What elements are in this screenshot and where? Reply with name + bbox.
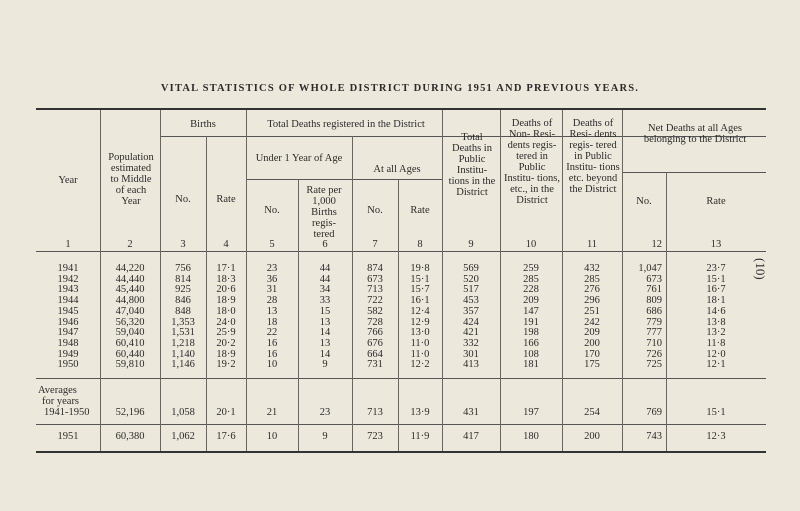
averages-cell: 13·9: [410, 407, 430, 418]
table-cell: 1950: [57, 359, 79, 371]
averages-label: 1941-1950: [44, 407, 90, 418]
averages-cell: 431: [463, 407, 479, 418]
table-cell: 251: [584, 305, 600, 317]
averages-label: for years: [42, 396, 80, 407]
table-cell: 22: [266, 327, 278, 339]
year-1951-cell: 743: [646, 431, 662, 442]
table-cell: 777: [646, 327, 662, 339]
table-cell: 191: [523, 316, 539, 328]
table-cell: 756: [175, 263, 191, 274]
table-cell: 44,440: [115, 273, 145, 285]
header-allages-rate: Rate: [410, 205, 430, 216]
table-top-rule: [36, 108, 766, 110]
year-1951-cell: 11·9: [410, 431, 430, 442]
table-cell: 209: [584, 327, 600, 339]
table-cell: 47,040: [115, 305, 145, 317]
header-net-rate: Rate: [706, 196, 726, 207]
table-cell: 198: [523, 327, 539, 339]
table-cell: 285: [584, 273, 600, 285]
table-cell: 17·1: [216, 263, 236, 274]
table-cell: 108: [523, 348, 539, 360]
table-cell: 453: [463, 295, 479, 307]
table-cell: 1,218: [171, 337, 195, 349]
header-births: Births: [190, 119, 216, 130]
page-title: VITAL STATISTICS OF WHOLE DISTRICT DURING 1951 AND PREVIOUS YEARS.: [160, 83, 640, 94]
header-under1-no: No.: [264, 205, 280, 216]
table-cell: 18·9: [216, 348, 236, 360]
table-cell: 569: [463, 263, 479, 274]
table-cell: 16: [266, 348, 278, 360]
table-cell: 10: [266, 359, 278, 371]
table-cell: 147: [523, 305, 539, 317]
table-cell: 1943: [57, 284, 79, 296]
column-number: 4: [223, 239, 229, 250]
header-births-rate: Rate: [216, 194, 236, 205]
table-cell: 13·0: [410, 327, 430, 339]
table-cell: 1947: [57, 327, 79, 339]
header-births-no: No.: [175, 194, 191, 205]
table-cell: 18·9: [216, 295, 236, 307]
table-cell: 814: [175, 273, 191, 285]
header-year: Year: [58, 175, 78, 186]
table-cell: 15·7: [410, 284, 430, 296]
table-cell: 34: [319, 284, 331, 296]
table-cell: 18: [266, 316, 278, 328]
averages-cell: 23: [319, 407, 331, 418]
table-cell: 1,353: [171, 316, 195, 328]
column-number: 3: [180, 239, 186, 250]
year-1951-cell: 17·6: [216, 431, 236, 442]
table-cell: 1,047: [638, 263, 662, 274]
table-cell: 413: [463, 359, 479, 371]
averages-cell: 1,058: [171, 407, 195, 418]
table-cell: 12·2: [410, 359, 430, 371]
table-cell: 332: [463, 337, 479, 349]
table-cell: 722: [367, 295, 383, 307]
table-cell: 209: [523, 295, 539, 307]
table-cell: 18·3: [216, 273, 236, 285]
header-nonresidents: Deaths of Non- Resi- dents regis- tered in Public Institu- tions, etc., in the District: [504, 118, 561, 206]
table-cell: 259: [523, 263, 539, 274]
table-cell: 13·2: [706, 327, 726, 339]
averages-cell: 52,196: [115, 407, 145, 418]
table-cell: 728: [367, 316, 383, 328]
table-cell: 1945: [57, 305, 79, 317]
table-cell: 15·1: [706, 273, 726, 285]
table-cell: 12·9: [410, 316, 430, 328]
table-cell: 23·7: [706, 263, 726, 274]
table-cell: 710: [646, 337, 662, 349]
table-cell: 18·0: [216, 305, 236, 317]
averages-cell: 197: [523, 407, 539, 418]
column-number: 11: [586, 239, 598, 250]
column-number: 6: [322, 239, 328, 250]
header-rule: [246, 179, 442, 180]
table-cell: 761: [646, 284, 662, 296]
header-total-public: Total Deaths in Public Institu- tions in the District: [448, 132, 496, 198]
table-cell: 228: [523, 284, 539, 296]
table-cell: 12·0: [706, 348, 726, 360]
table-cell: 60,410: [115, 337, 145, 349]
table-cell: 28: [266, 295, 278, 307]
header-population: Population estimated to Middle of each Year: [108, 152, 154, 207]
table-cell: 36: [266, 273, 278, 285]
year-1951-cell: 417: [463, 431, 479, 442]
column-number: 9: [468, 239, 474, 250]
table-cell: 242: [584, 316, 600, 328]
table-cell: 175: [584, 359, 600, 371]
column-number: 7: [372, 239, 378, 250]
header-residents: Deaths of Resi- dents regis- tered in Public Institu- tions etc. beyond the District: [566, 118, 620, 195]
table-cell: 421: [463, 327, 479, 339]
table-cell: 276: [584, 284, 600, 296]
header-net-deaths: Net Deaths at all Ages belonging to the District: [643, 123, 747, 145]
table-cell: 19·2: [216, 359, 236, 371]
table-cell: 13: [266, 305, 278, 317]
table-cell: 33: [319, 295, 331, 307]
header-all-ages: At all Ages: [373, 164, 421, 175]
table-cell: 1,140: [171, 348, 195, 360]
table-cell: 1949: [57, 348, 79, 360]
table-cell: 1948: [57, 337, 79, 349]
header-rule: [622, 172, 766, 173]
table-cell: 424: [463, 316, 479, 328]
year-1951-cell: 200: [584, 431, 600, 442]
table-cell: 1942: [57, 273, 79, 285]
table-cell: 12·4: [410, 305, 430, 317]
table-cell: 20·6: [216, 284, 236, 296]
table-cell: 1944: [57, 295, 79, 307]
table-cell: 846: [175, 295, 191, 307]
table-cell: 11·8: [706, 337, 726, 349]
averages-cell: 254: [584, 407, 600, 418]
year-1951-cell: 180: [523, 431, 539, 442]
table-cell: 582: [367, 305, 383, 317]
page-number: (10): [753, 258, 768, 280]
averages-cell: 15·1: [706, 407, 726, 418]
table-cell: 809: [646, 295, 662, 307]
table-cell: 11·0: [410, 337, 430, 349]
table-cell: 20·2: [216, 337, 236, 349]
table-cell: 181: [523, 359, 539, 371]
table-cell: 1,146: [171, 359, 195, 371]
table-cell: 686: [646, 305, 662, 317]
table-cell: 31: [266, 284, 278, 296]
table-cell: 25·9: [216, 327, 236, 339]
table-cell: 848: [175, 305, 191, 317]
table-cell: 44: [319, 263, 331, 274]
table-cell: 285: [523, 273, 539, 285]
table-cell: 925: [175, 284, 191, 296]
year-1951-cell: 12·3: [706, 431, 726, 442]
column-number: 2: [127, 239, 133, 250]
table-cell: 517: [463, 284, 479, 296]
year-1951-cell: 10: [266, 431, 278, 442]
table-cell: 15: [319, 305, 331, 317]
table-cell: 16: [266, 337, 278, 349]
table-cell: 23: [266, 263, 278, 274]
header-rate-per-1000: Rate per 1,000 Births regis- tered: [306, 185, 342, 240]
table-cell: 14: [319, 327, 331, 339]
table-cell: 779: [646, 316, 662, 328]
table-cell: 45,440: [115, 284, 145, 296]
averages-cell: 21: [266, 407, 278, 418]
column-number: 8: [417, 239, 423, 250]
column-number: 13: [710, 239, 722, 250]
averages-cell: 769: [646, 407, 662, 418]
table-cell: 9: [322, 359, 328, 371]
table-cell: 16·7: [706, 284, 726, 296]
table-cell: 731: [367, 359, 383, 371]
table-cell: 673: [646, 273, 662, 285]
table-cell: 673: [367, 273, 383, 285]
header-allages-no: No.: [367, 205, 383, 216]
table-cell: 44,220: [115, 263, 145, 274]
table-cell: 13: [319, 337, 331, 349]
table-cell: 1,531: [171, 327, 195, 339]
table-cell: 18·1: [706, 295, 726, 307]
table-cell: 170: [584, 348, 600, 360]
column-number: 1: [65, 239, 71, 250]
table-cell: 726: [646, 348, 662, 360]
row-rule: [36, 378, 766, 379]
year-1951-label: 1951: [57, 431, 79, 442]
table-cell: 357: [463, 305, 479, 317]
table-bottom-rule: [36, 451, 766, 453]
averages-label: Averages: [38, 385, 77, 396]
averages-cell: 713: [367, 407, 383, 418]
table-cell: 200: [584, 337, 600, 349]
table-cell: 1941: [57, 263, 79, 274]
row-rule: [36, 424, 766, 425]
table-cell: 13·8: [706, 316, 726, 328]
table-cell: 15·1: [410, 273, 430, 285]
header-under-1: Under 1 Year of Age: [255, 153, 343, 164]
column-number: 10: [525, 239, 537, 250]
table-cell: 1946: [57, 316, 79, 328]
table-cell: 19·8: [410, 263, 430, 274]
table-cell: 676: [367, 337, 383, 349]
column-number: 12: [651, 239, 662, 250]
table-cell: 520: [463, 273, 479, 285]
table-cell: 664: [367, 348, 383, 360]
table-cell: 14·6: [706, 305, 726, 317]
table-cell: 56,320: [115, 316, 145, 328]
header-net-no: No.: [636, 196, 652, 207]
year-1951-cell: 9: [322, 431, 328, 442]
averages-cell: 20·1: [216, 407, 236, 418]
table-cell: 766: [367, 327, 383, 339]
table-cell: 59,040: [115, 327, 145, 339]
header-rule: [36, 251, 766, 252]
table-cell: 13: [319, 316, 331, 328]
table-cell: 432: [584, 263, 600, 274]
table-cell: 296: [584, 295, 600, 307]
table-cell: 44: [319, 273, 331, 285]
year-1951-cell: 723: [367, 431, 383, 442]
table-cell: 713: [367, 284, 383, 296]
year-1951-cell: 1,062: [171, 431, 195, 442]
table-cell: 874: [367, 263, 383, 274]
table-cell: 24·0: [216, 316, 236, 328]
table-cell: 12·1: [706, 359, 726, 371]
table-cell: 166: [523, 337, 539, 349]
table-cell: 14: [319, 348, 331, 360]
table-cell: 11·0: [410, 348, 430, 360]
table-cell: 60,440: [115, 348, 145, 360]
column-number: 5: [269, 239, 275, 250]
year-1951-cell: 60,380: [115, 431, 145, 442]
header-total-deaths-registered: Total Deaths registered in the District: [267, 119, 425, 130]
table-cell: 59,810: [115, 359, 145, 371]
table-cell: 16·1: [410, 295, 430, 307]
table-cell: 725: [646, 359, 662, 371]
table-cell: 44,800: [115, 295, 145, 307]
table-cell: 301: [463, 348, 479, 360]
